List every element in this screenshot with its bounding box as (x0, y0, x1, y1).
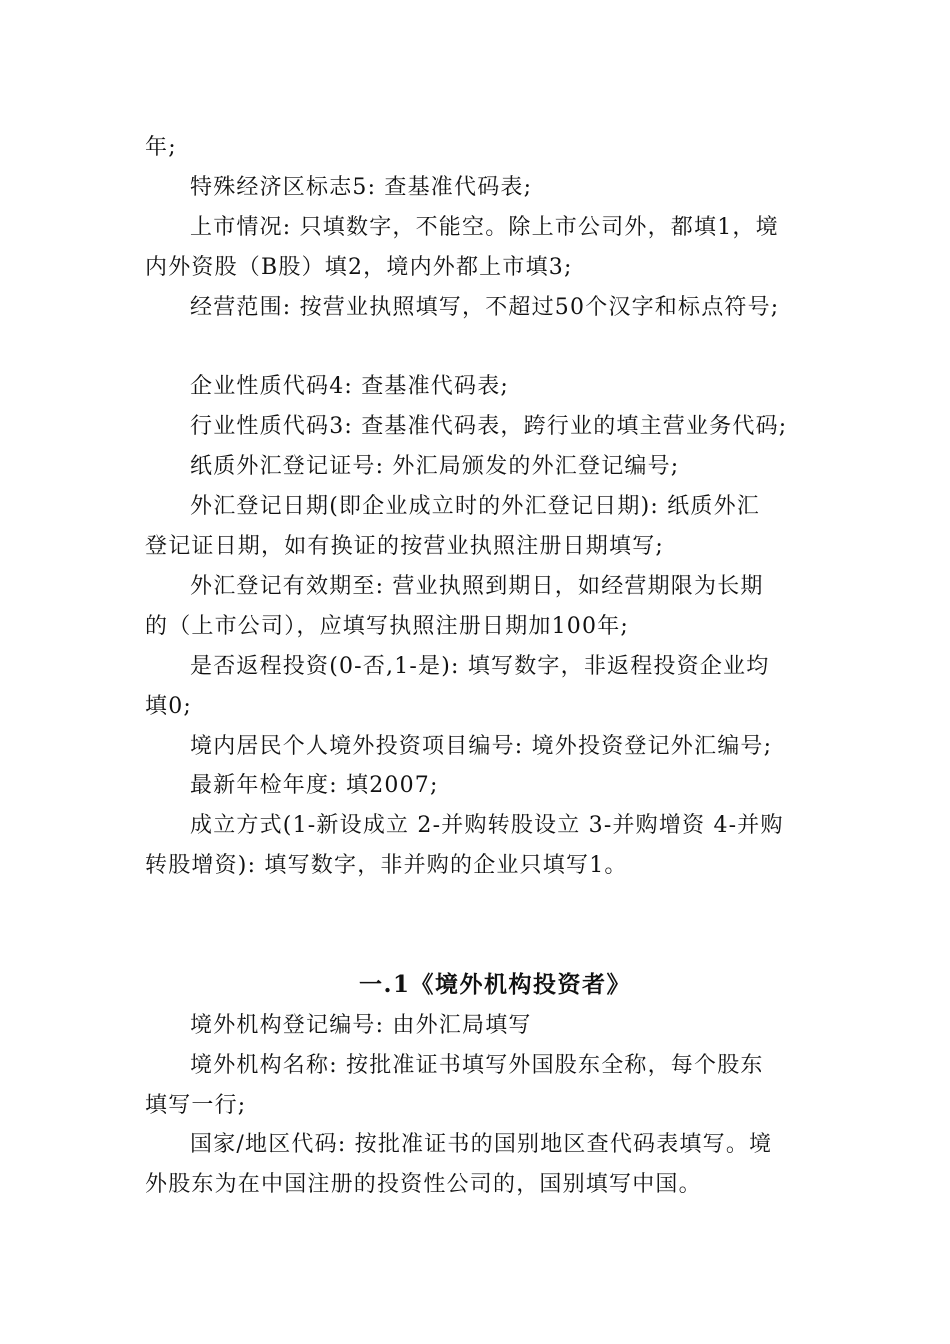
text-line: 境内居民个人境外投资项目编号: 境外投资登记外汇编号; (190, 734, 773, 759)
text-line: 行业性质代码3: 查基准代码表，跨行业的填主营业务代码; (190, 414, 788, 439)
text-line: 外汇登记日期(即企业成立时的外汇登记日期): 纸质外汇 (190, 494, 760, 519)
text-line: 年; (145, 135, 177, 160)
text-line: 外股东为在中国注册的投资性公司的，国别填写中国。 (145, 1172, 702, 1197)
text-line: 是否返程投资(0-否,1-是): 填写数字，非返程投资企业均 (190, 654, 770, 679)
text-line: 内外资股（B股）填2，境内外都上市填3; (145, 255, 573, 280)
text-line: 境外机构名称: 按批准证书填写外国股东全称，每个股东 (190, 1053, 764, 1078)
text-line: 的（上市公司），应填写执照注册日期加100年; (145, 614, 630, 639)
text-line: 外汇登记有效期至: 营业执照到期日，如经营期限为长期 (190, 574, 764, 599)
section-heading: 一.1《境外机构投资者》 (358, 971, 631, 998)
text-line: 国家/地区代码: 按批准证书的国别地区查代码表填写。境 (190, 1132, 773, 1157)
text-line: 填0; (145, 694, 193, 719)
text-line: 境外机构登记编号: 由外汇局填写 (190, 1013, 532, 1038)
text-line: 填写一行; (145, 1093, 247, 1118)
text-line: 成立方式(1-新设成立 2-并购转股设立 3-并购增资 4-并购 (190, 813, 784, 838)
text-line: 上市情况: 只填数字，不能空。除上市公司外，都填1，境 (190, 215, 779, 240)
text-line: 经营范围: 按营业执照填写，不超过50个汉字和标点符号; (190, 295, 780, 320)
text-line: 特殊经济区标志5: 查基准代码表; (190, 175, 533, 200)
text-line: 最新年检年度: 填2007; (190, 773, 439, 798)
text-line: 企业性质代码4: 查基准代码表; (190, 374, 510, 399)
text-line: 转股增资): 填写数字，非并购的企业只填写1。 (145, 853, 628, 878)
text-line: 登记证日期，如有换证的按营业执照注册日期填写; (145, 534, 665, 559)
text-line: 纸质外汇登记证号: 外汇局颁发的外汇登记编号; (190, 454, 680, 479)
